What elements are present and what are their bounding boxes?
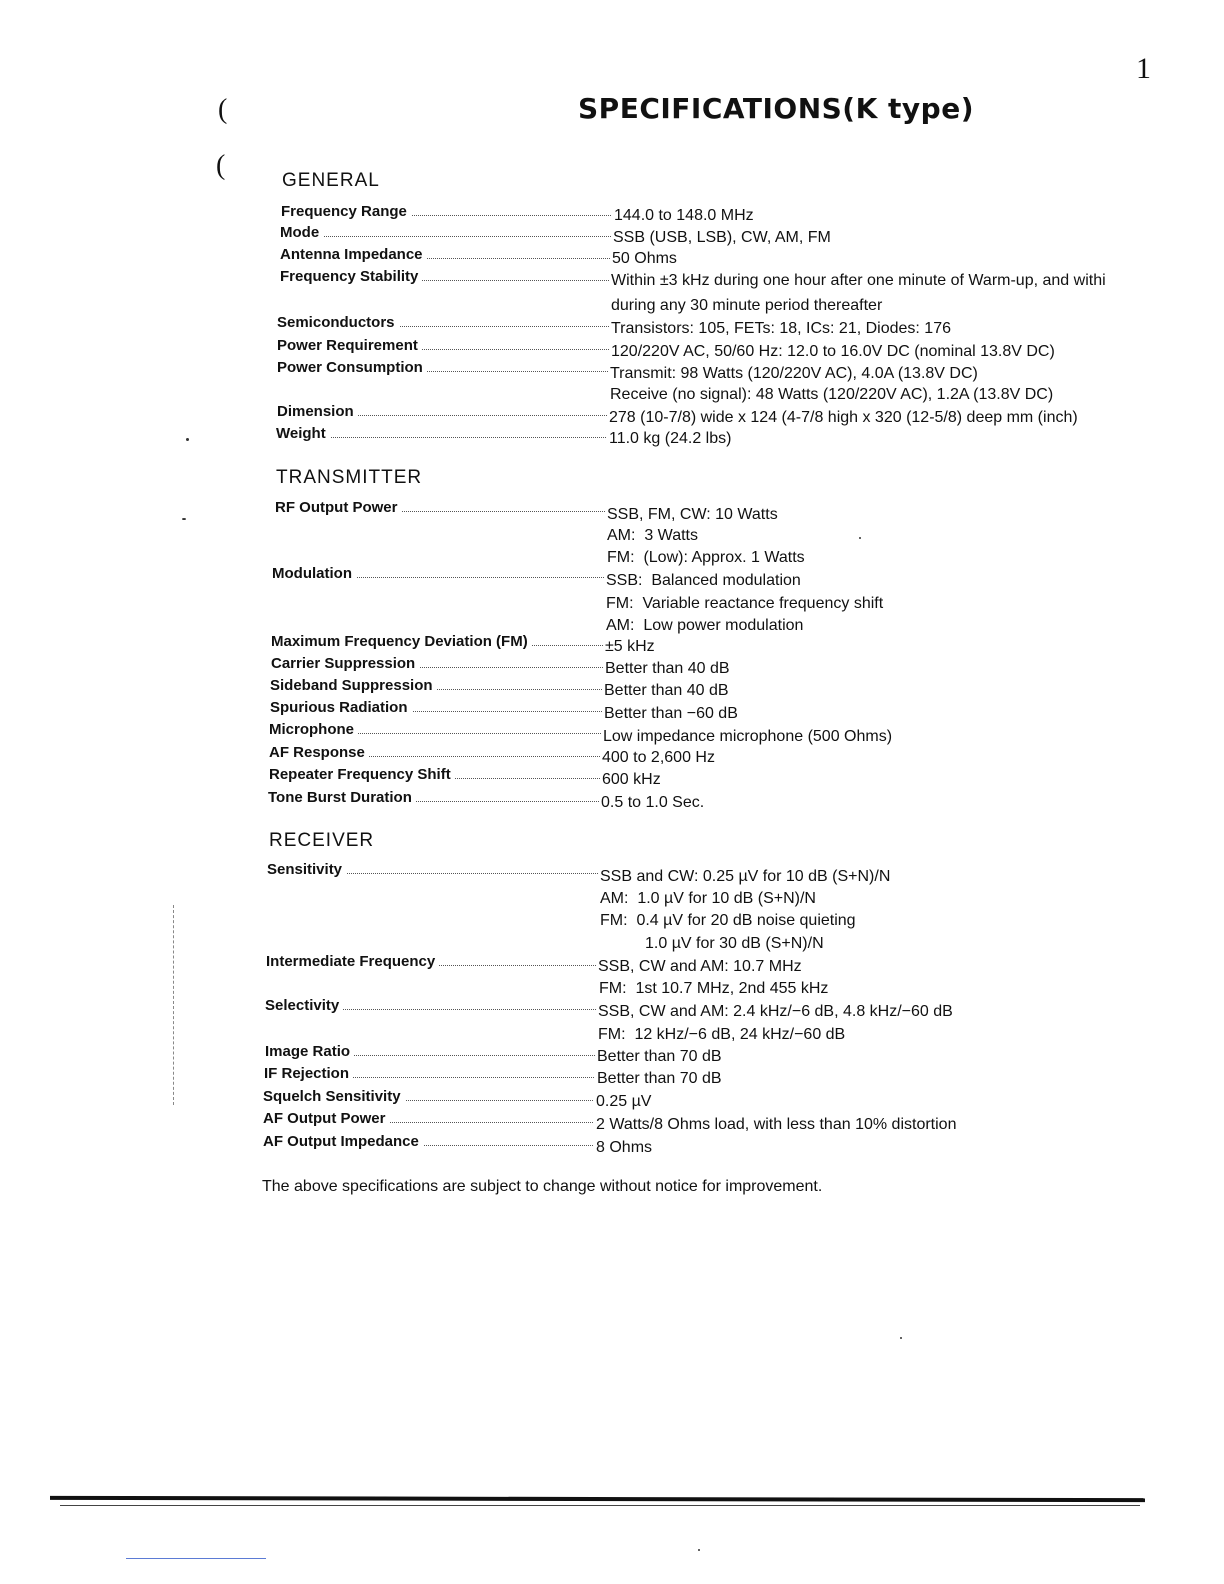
scan-speck <box>182 518 186 520</box>
spec-label: Power Consumption <box>277 359 427 376</box>
margin-bracket-mark: ( <box>216 150 226 181</box>
spec-row <box>265 997 1005 1019</box>
spec-value-continuation: FM: (Low): Approx. 1 Watts <box>607 549 805 566</box>
spec-row <box>263 1088 763 1110</box>
spec-value: 400 to 2,600 Hz <box>602 749 715 766</box>
spec-label: Mode <box>280 224 323 241</box>
spec-row <box>271 655 771 677</box>
spec-value-continuation: FM: 0.4 µV for 20 dB noise quieting <box>600 912 856 929</box>
spec-value: ±5 kHz <box>605 638 655 655</box>
footnote: The above specifications are subject to change without notice for improvement. <box>262 1178 823 1195</box>
page-title: SPECIFICATIONS(K type) <box>578 92 974 125</box>
spec-value-continuation: Receive (no signal): 48 Watts (120/220V AC), 1.2A (13.8V DC) <box>610 386 1054 403</box>
spec-row <box>268 789 768 811</box>
scan-edge-line <box>126 1558 266 1559</box>
spec-label: Carrier Suppression <box>271 655 419 672</box>
spec-row <box>269 721 929 743</box>
spec-row <box>263 1110 1003 1132</box>
spec-label: Tone Burst Duration <box>268 789 416 806</box>
spec-value: 144.0 to 148.0 MHz <box>614 207 754 224</box>
spec-label: Repeater Frequency Shift <box>269 766 455 783</box>
spec-row <box>264 1065 764 1087</box>
spec-label: RF Output Power <box>275 499 402 516</box>
spec-label: Dimension <box>277 403 358 420</box>
spec-value: 0.25 µV <box>596 1093 652 1110</box>
spec-value: Better than 40 dB <box>605 660 730 677</box>
spec-value: 278 (10-7/8) wide x 124 (4-7/8 high x 320 (12-5/8) deep mm (inch) <box>609 409 1078 426</box>
spec-label: Intermediate Frequency <box>266 953 439 970</box>
spec-value: Better than −60 dB <box>604 705 738 722</box>
spec-label: AF Output Impedance <box>263 1133 423 1150</box>
spec-value-continuation: AM: 1.0 µV for 10 dB (S+N)/N <box>600 890 816 907</box>
spec-value: 11.0 kg (24.2 lbs) <box>609 430 732 447</box>
spec-value: 0.5 to 1.0 Sec. <box>601 794 705 811</box>
spec-row <box>277 359 1037 381</box>
spec-label: Frequency Range <box>281 203 411 220</box>
spec-label: Spurious Radiation <box>270 699 412 716</box>
spec-label: Weight <box>276 425 330 442</box>
spec-row <box>280 268 1150 290</box>
spec-value-continuation: FM: Variable reactance frequency shift <box>606 595 884 612</box>
spec-row <box>280 246 980 268</box>
section-heading-general: GENERAL <box>282 170 380 191</box>
spec-row <box>277 403 1127 425</box>
spec-value-continuation: AM: 3 Watts <box>607 527 698 544</box>
spec-value-continuation: during any 30 minute period thereafter <box>611 297 883 314</box>
spec-label: Frequency Stability <box>280 268 422 285</box>
spec-value: SSB, FM, CW: 10 Watts <box>607 506 778 523</box>
page-number: 1 <box>1136 52 1151 85</box>
spec-value: Low impedance microphone (500 Ohms) <box>603 728 893 745</box>
spec-row <box>281 203 981 225</box>
spec-row <box>270 699 770 721</box>
spec-label: IF Rejection <box>264 1065 353 1082</box>
scan-speck <box>900 1337 902 1339</box>
spec-row <box>277 337 1107 359</box>
spec-value: Better than 70 dB <box>597 1070 722 1087</box>
spec-row <box>272 565 892 587</box>
spec-value: Transmit: 98 Watts (120/220V AC), 4.0A (13.8V DC) <box>610 365 978 382</box>
spec-label: Selectivity <box>265 997 343 1014</box>
spec-row <box>280 224 980 246</box>
spec-label: Microphone <box>269 721 358 738</box>
spec-value: 8 Ohms <box>596 1139 653 1156</box>
spec-value-continuation: FM: 12 kHz/−6 dB, 24 kHz/−60 dB <box>598 1026 846 1043</box>
spec-value: 50 Ohms <box>612 250 677 267</box>
scan-speck <box>186 438 189 441</box>
spec-value: SSB (USB, LSB), CW, AM, FM <box>613 229 831 246</box>
spec-label: Sideband Suppression <box>270 677 437 694</box>
spec-label: Squelch Sensitivity <box>263 1088 405 1105</box>
spec-value: SSB and CW: 0.25 µV for 10 dB (S+N)/N <box>600 868 891 885</box>
spec-value: Transistors: 105, FETs: 18, ICs: 21, Diodes: 176 <box>611 320 951 337</box>
spec-value: 600 kHz <box>602 771 661 788</box>
margin-bracket-mark: ( <box>218 94 228 125</box>
spec-row <box>263 1133 763 1155</box>
spec-value: Better than 40 dB <box>604 682 729 699</box>
spec-row <box>265 1043 765 1065</box>
scan-edge-mark <box>173 905 175 1105</box>
bottom-rule <box>50 1496 1145 1502</box>
spec-label: Sensitivity <box>267 861 346 878</box>
spec-value: SSB: Balanced modulation <box>606 572 801 589</box>
spec-row <box>277 314 997 336</box>
section-heading-receiver: RECEIVER <box>269 830 375 851</box>
spec-label: Maximum Frequency Deviation (FM) <box>271 633 532 650</box>
spec-label: Modulation <box>272 565 356 582</box>
spec-label: Power Requirement <box>277 337 422 354</box>
spec-value: SSB, CW and AM: 2.4 kHz/−6 dB, 4.8 kHz/−60 dB <box>598 1003 953 1020</box>
spec-value-continuation: AM: Low power modulation <box>606 617 804 634</box>
spec-row <box>269 766 769 788</box>
spec-value: SSB, CW and AM: 10.7 MHz <box>598 958 802 975</box>
spec-row <box>270 677 770 699</box>
spec-label: Semiconductors <box>277 314 399 331</box>
spec-value: 2 Watts/8 Ohms load, with less than 10% distortion <box>596 1116 957 1133</box>
spec-label: Image Ratio <box>265 1043 354 1060</box>
leader-dots <box>280 236 611 237</box>
spec-label: Antenna Impedance <box>280 246 427 263</box>
spec-row <box>269 744 769 766</box>
spec-row <box>275 499 835 521</box>
spec-label: AF Response <box>269 744 369 761</box>
scan-speck <box>859 537 861 539</box>
spec-value: Better than 70 dB <box>597 1048 722 1065</box>
spec-value-continuation: FM: 1st 10.7 MHz, 2nd 455 kHz <box>599 980 829 997</box>
spec-value: Within ±3 kHz during one hour after one minute of Warm-up, and withi <box>611 272 1106 289</box>
spec-value: 120/220V AC, 50/60 Hz: 12.0 to 16.0V DC (nominal 13.8V DC) <box>611 343 1055 360</box>
spec-label: AF Output Power <box>263 1110 390 1127</box>
spec-row <box>276 425 776 447</box>
scan-speck <box>698 1549 700 1551</box>
spec-row <box>271 633 771 655</box>
bottom-rule-thin <box>60 1505 1140 1506</box>
spec-value-continuation: 1.0 µV for 30 dB (S+N)/N <box>645 935 824 952</box>
spec-row <box>267 861 927 883</box>
spec-row <box>266 953 866 975</box>
section-heading-transmitter: TRANSMITTER <box>276 467 423 488</box>
